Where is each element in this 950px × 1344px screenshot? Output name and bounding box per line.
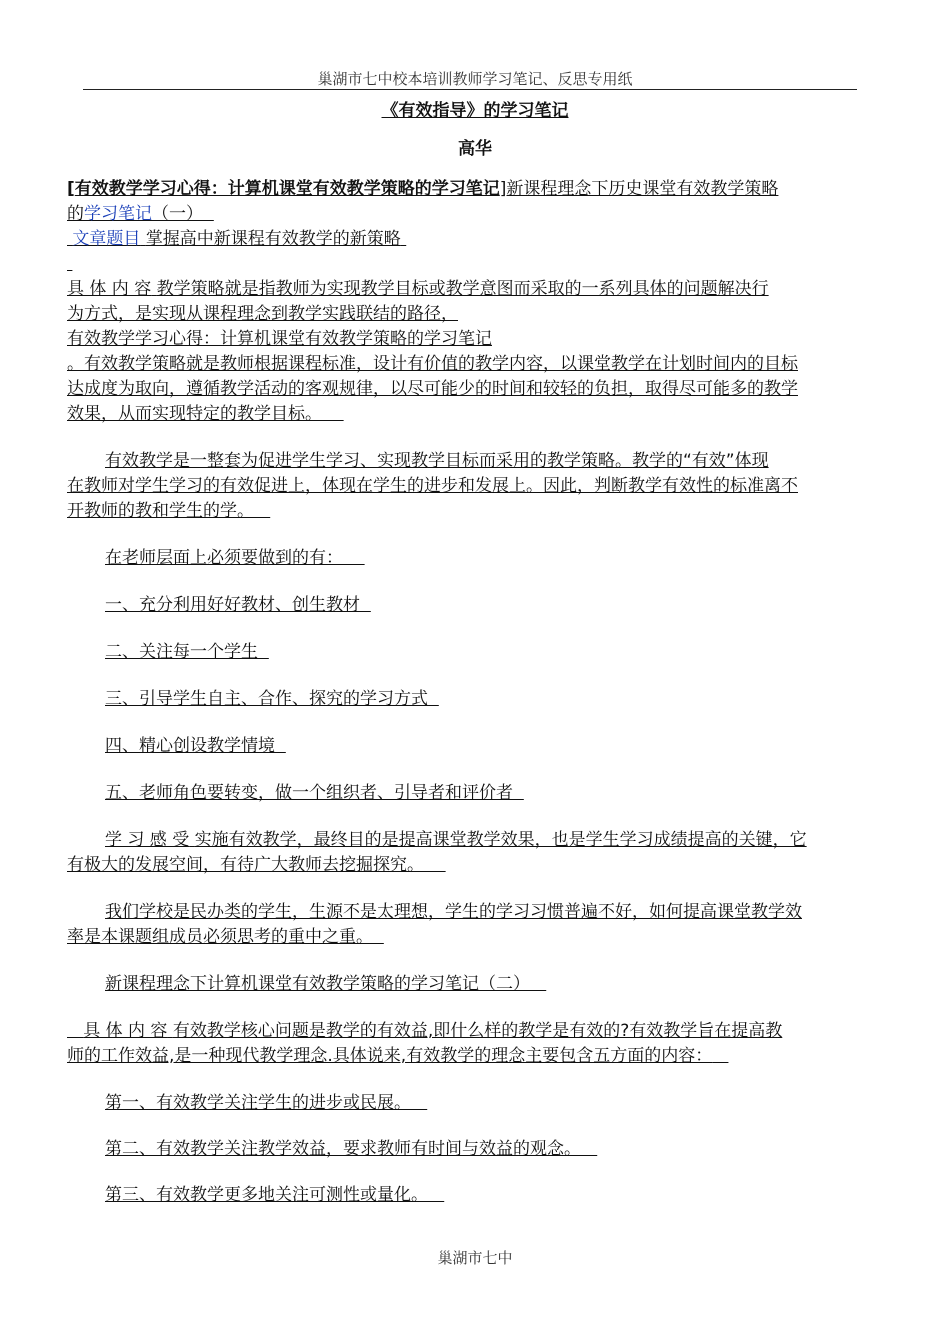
feel-text-1: 实施有效教学，最终目的是提高课堂教学效果，也是学生学习成绩提高的关键，它 [194, 830, 807, 850]
feel-line-2 [67, 853, 875, 878]
list-item-text: 二、关注每一个学生 [105, 642, 258, 662]
school-line-2 [67, 925, 875, 950]
list-item [67, 687, 875, 712]
list-item [67, 640, 875, 665]
list-item [67, 781, 875, 806]
list-item [67, 593, 875, 618]
page-footer: 巢湖市七中 [437, 1249, 513, 1267]
document-title [0, 96, 950, 121]
document-author: 高华 [458, 139, 492, 159]
intro-rest: ]新课程理念下历史课堂有效教学策略 [499, 179, 779, 199]
paragraph-1-line-3 [67, 402, 875, 427]
intro-bold-title: 有效教学学习心得：计算机课堂有效教学策略的学习笔记 [74, 179, 500, 199]
content-line-2: 为方式，是实现从课程理念到教学实践联结的路径， [67, 304, 458, 324]
paragraph-2-line-3-text: 开教师的教和学生的学。 [67, 501, 254, 521]
intro-bracket: [ [67, 179, 75, 199]
document-body [67, 177, 875, 1208]
page-header: 巢湖市七中校本培训教师学习笔记、反思专用纸 [317, 70, 633, 88]
school-text-2: 率是本课题组成员必须思考的重中之重。 [67, 927, 373, 947]
content-line-1 [67, 277, 875, 302]
list-item-text: 四、精心创设教学情境 [105, 736, 275, 756]
topic-line [67, 227, 875, 252]
list-item [67, 734, 875, 759]
header-rule [83, 89, 857, 90]
core-line-1 [67, 1019, 875, 1044]
paragraph-1-line-3-text: 效果，从而实现特定的教学目标。 [67, 404, 322, 424]
list-item-text: 一、充分利用好好教材、创生教材 [105, 595, 360, 615]
topic-label[interactable]: 文章题目 [72, 229, 141, 249]
part-2-title-text: 新课程理念下计算机课堂有效教学策略的学习笔记（二） [105, 974, 530, 994]
paragraph-2-line-3 [67, 499, 875, 524]
point-item [67, 1183, 875, 1208]
intro-suffix: （一） [152, 204, 203, 224]
feel-line-1 [67, 828, 875, 853]
list-item-text: 五、老师角色要转变，做一个组织者、引导者和评价者 [105, 783, 513, 803]
point-item-text: 第二、有效教学关注教学效益，要求教师有时间与效益的观念。 [105, 1139, 581, 1159]
teacher-level-text: 在老师层面上必须要做到的有： [105, 548, 343, 568]
repeat-title: 有效教学学习心得：计算机课堂有效教学策略的学习笔记 [67, 329, 492, 349]
core-line-2 [67, 1044, 875, 1069]
feel-text-2: 有极大的发展空间，有待广大教师去挖掘探究。 [67, 855, 424, 875]
core-text-1: 有效教学核心问题是教学的有效益,即什么样的教学是有效的?有效教学旨在提高教 [172, 1021, 783, 1041]
point-item-text: 第一、有效教学关注学生的进步或民展。 [105, 1093, 411, 1113]
teacher-level-heading [67, 546, 875, 571]
paragraph-2-line-2: 在教师对学生学习的有效促进上，体现在学生的进步和发展上。因此，判断教学有效性的标准离不 [67, 476, 798, 496]
list-item-text: 三、引导学生自主、合作、探究的学习方式 [105, 689, 428, 709]
intro-line-2 [67, 202, 875, 227]
point-item-text: 第三、有效教学更多地关注可测性或量化。 [105, 1185, 428, 1205]
paragraph-1-line-1: 。有效教学策略就是教师根据课程标准，设计有价值的教学内容，以课堂教学在计划时间内的目标 [67, 354, 798, 374]
content-text-1: 教学策略就是指教师为实现教学目标或教学意图而采取的一系列具体的问题解决行 [156, 279, 769, 299]
paragraph-2-line-1: 有效教学是一整套为促进学生学习、实现教学目标而采用的教学策略。教学的“有效”体现 [105, 451, 769, 471]
core-text-2: 师的工作效益,是一种现代教学理念.具体说来,有效教学的理念主要包含五方面的内容： [67, 1046, 713, 1066]
blank-line [67, 252, 875, 277]
feel-label: 学 习 感 受 [105, 830, 190, 850]
intro-prefix: 的 [67, 204, 84, 224]
intro-line-1 [67, 177, 875, 202]
document-title-text: 《有效指导》的学习笔记 [381, 101, 569, 121]
paragraph-1-line-2: 达成度为取向，遵循教学活动的客观规律，以尽可能少的时间和较轻的负担，取得尽可能多的教学 [67, 379, 798, 399]
content-label: 具 体 内 容 [67, 279, 152, 299]
school-line-1: 我们学校是民办类的学生，生源不是太理想，学生的学习习惯普遍不好，如何提高课堂教学效 [105, 902, 802, 922]
study-notes-link[interactable]: 学习笔记 [84, 204, 152, 224]
point-item [67, 1137, 875, 1162]
topic-text: 掌握高中新课程有效教学的新策略 [145, 229, 401, 249]
part-2-title [67, 972, 875, 997]
point-item [67, 1091, 875, 1116]
core-label: 具 体 内 容 [83, 1021, 168, 1041]
